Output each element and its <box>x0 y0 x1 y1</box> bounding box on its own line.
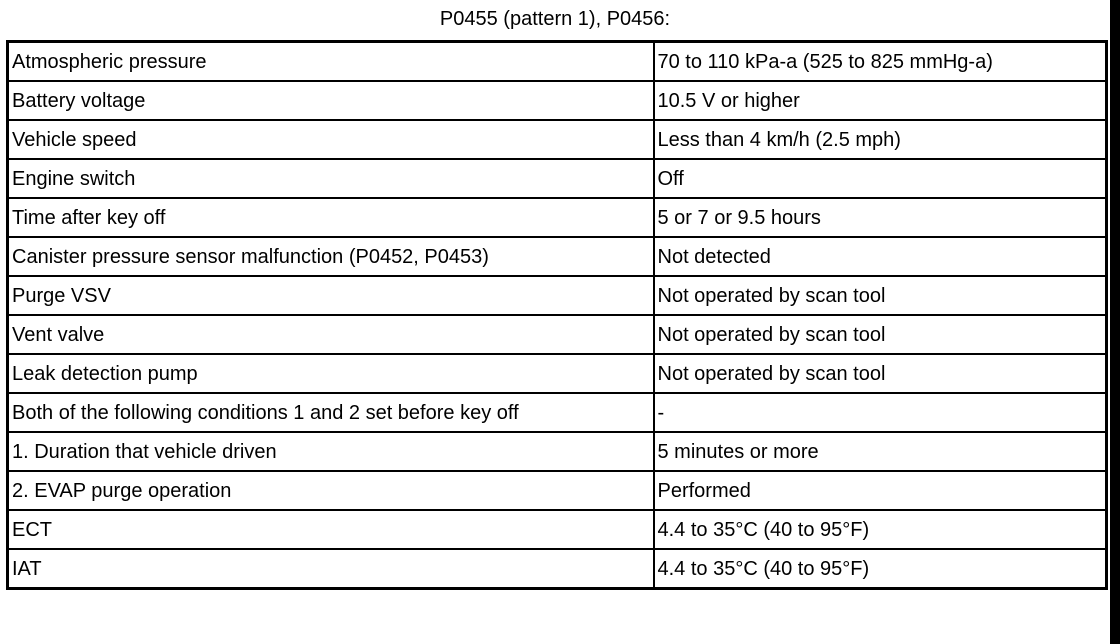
condition-cell: Leak detection pump <box>8 354 654 393</box>
value-cell: 4.4 to 35°C (40 to 95°F) <box>654 549 1107 589</box>
table-row <box>8 315 1107 354</box>
table-row <box>8 276 1107 315</box>
value-cell: 4.4 to 35°C (40 to 95°F) <box>654 510 1107 549</box>
conditions-table <box>6 40 1108 590</box>
condition-cell: 1. Duration that vehicle driven <box>8 432 654 471</box>
condition-cell: Vehicle speed <box>8 120 654 159</box>
condition-cell: Atmospheric pressure <box>8 42 654 82</box>
condition-cell: Engine switch <box>8 159 654 198</box>
value-cell: Off <box>654 159 1107 198</box>
value-cell: 10.5 V or higher <box>654 81 1107 120</box>
condition-cell: Canister pressure sensor malfunction (P0452, P0453) <box>8 237 654 276</box>
condition-cell: IAT <box>8 549 654 589</box>
right-edge-bar <box>1110 0 1120 644</box>
table-row <box>8 432 1107 471</box>
table-row <box>8 237 1107 276</box>
value-cell: Not detected <box>654 237 1107 276</box>
condition-cell: Purge VSV <box>8 276 654 315</box>
value-cell: - <box>654 393 1107 432</box>
value-cell: Not operated by scan tool <box>654 354 1107 393</box>
value-cell: 5 minutes or more <box>654 432 1107 471</box>
condition-cell: Both of the following conditions 1 and 2 set before key off <box>8 393 654 432</box>
condition-cell: ECT <box>8 510 654 549</box>
condition-cell: 2. EVAP purge operation <box>8 471 654 510</box>
value-cell: Less than 4 km/h (2.5 mph) <box>654 120 1107 159</box>
condition-cell: Battery voltage <box>8 81 654 120</box>
table-row <box>8 549 1107 589</box>
table-row <box>8 159 1107 198</box>
table-caption: P0455 (pattern 1), P0456: <box>439 8 671 30</box>
table-row <box>8 471 1107 510</box>
table-row <box>8 354 1107 393</box>
table-row <box>8 198 1107 237</box>
value-cell: 5 or 7 or 9.5 hours <box>654 198 1107 237</box>
condition-cell: Vent valve <box>8 315 654 354</box>
table-row <box>8 393 1107 432</box>
value-cell: 70 to 110 kPa-a (525 to 825 mmHg-a) <box>654 42 1107 82</box>
condition-cell: Time after key off <box>8 198 654 237</box>
value-cell: Not operated by scan tool <box>654 276 1107 315</box>
table-row <box>8 81 1107 120</box>
table-row <box>8 120 1107 159</box>
value-cell: Not operated by scan tool <box>654 315 1107 354</box>
value-cell: Performed <box>654 471 1107 510</box>
table-row <box>8 510 1107 549</box>
table-row <box>8 42 1107 82</box>
